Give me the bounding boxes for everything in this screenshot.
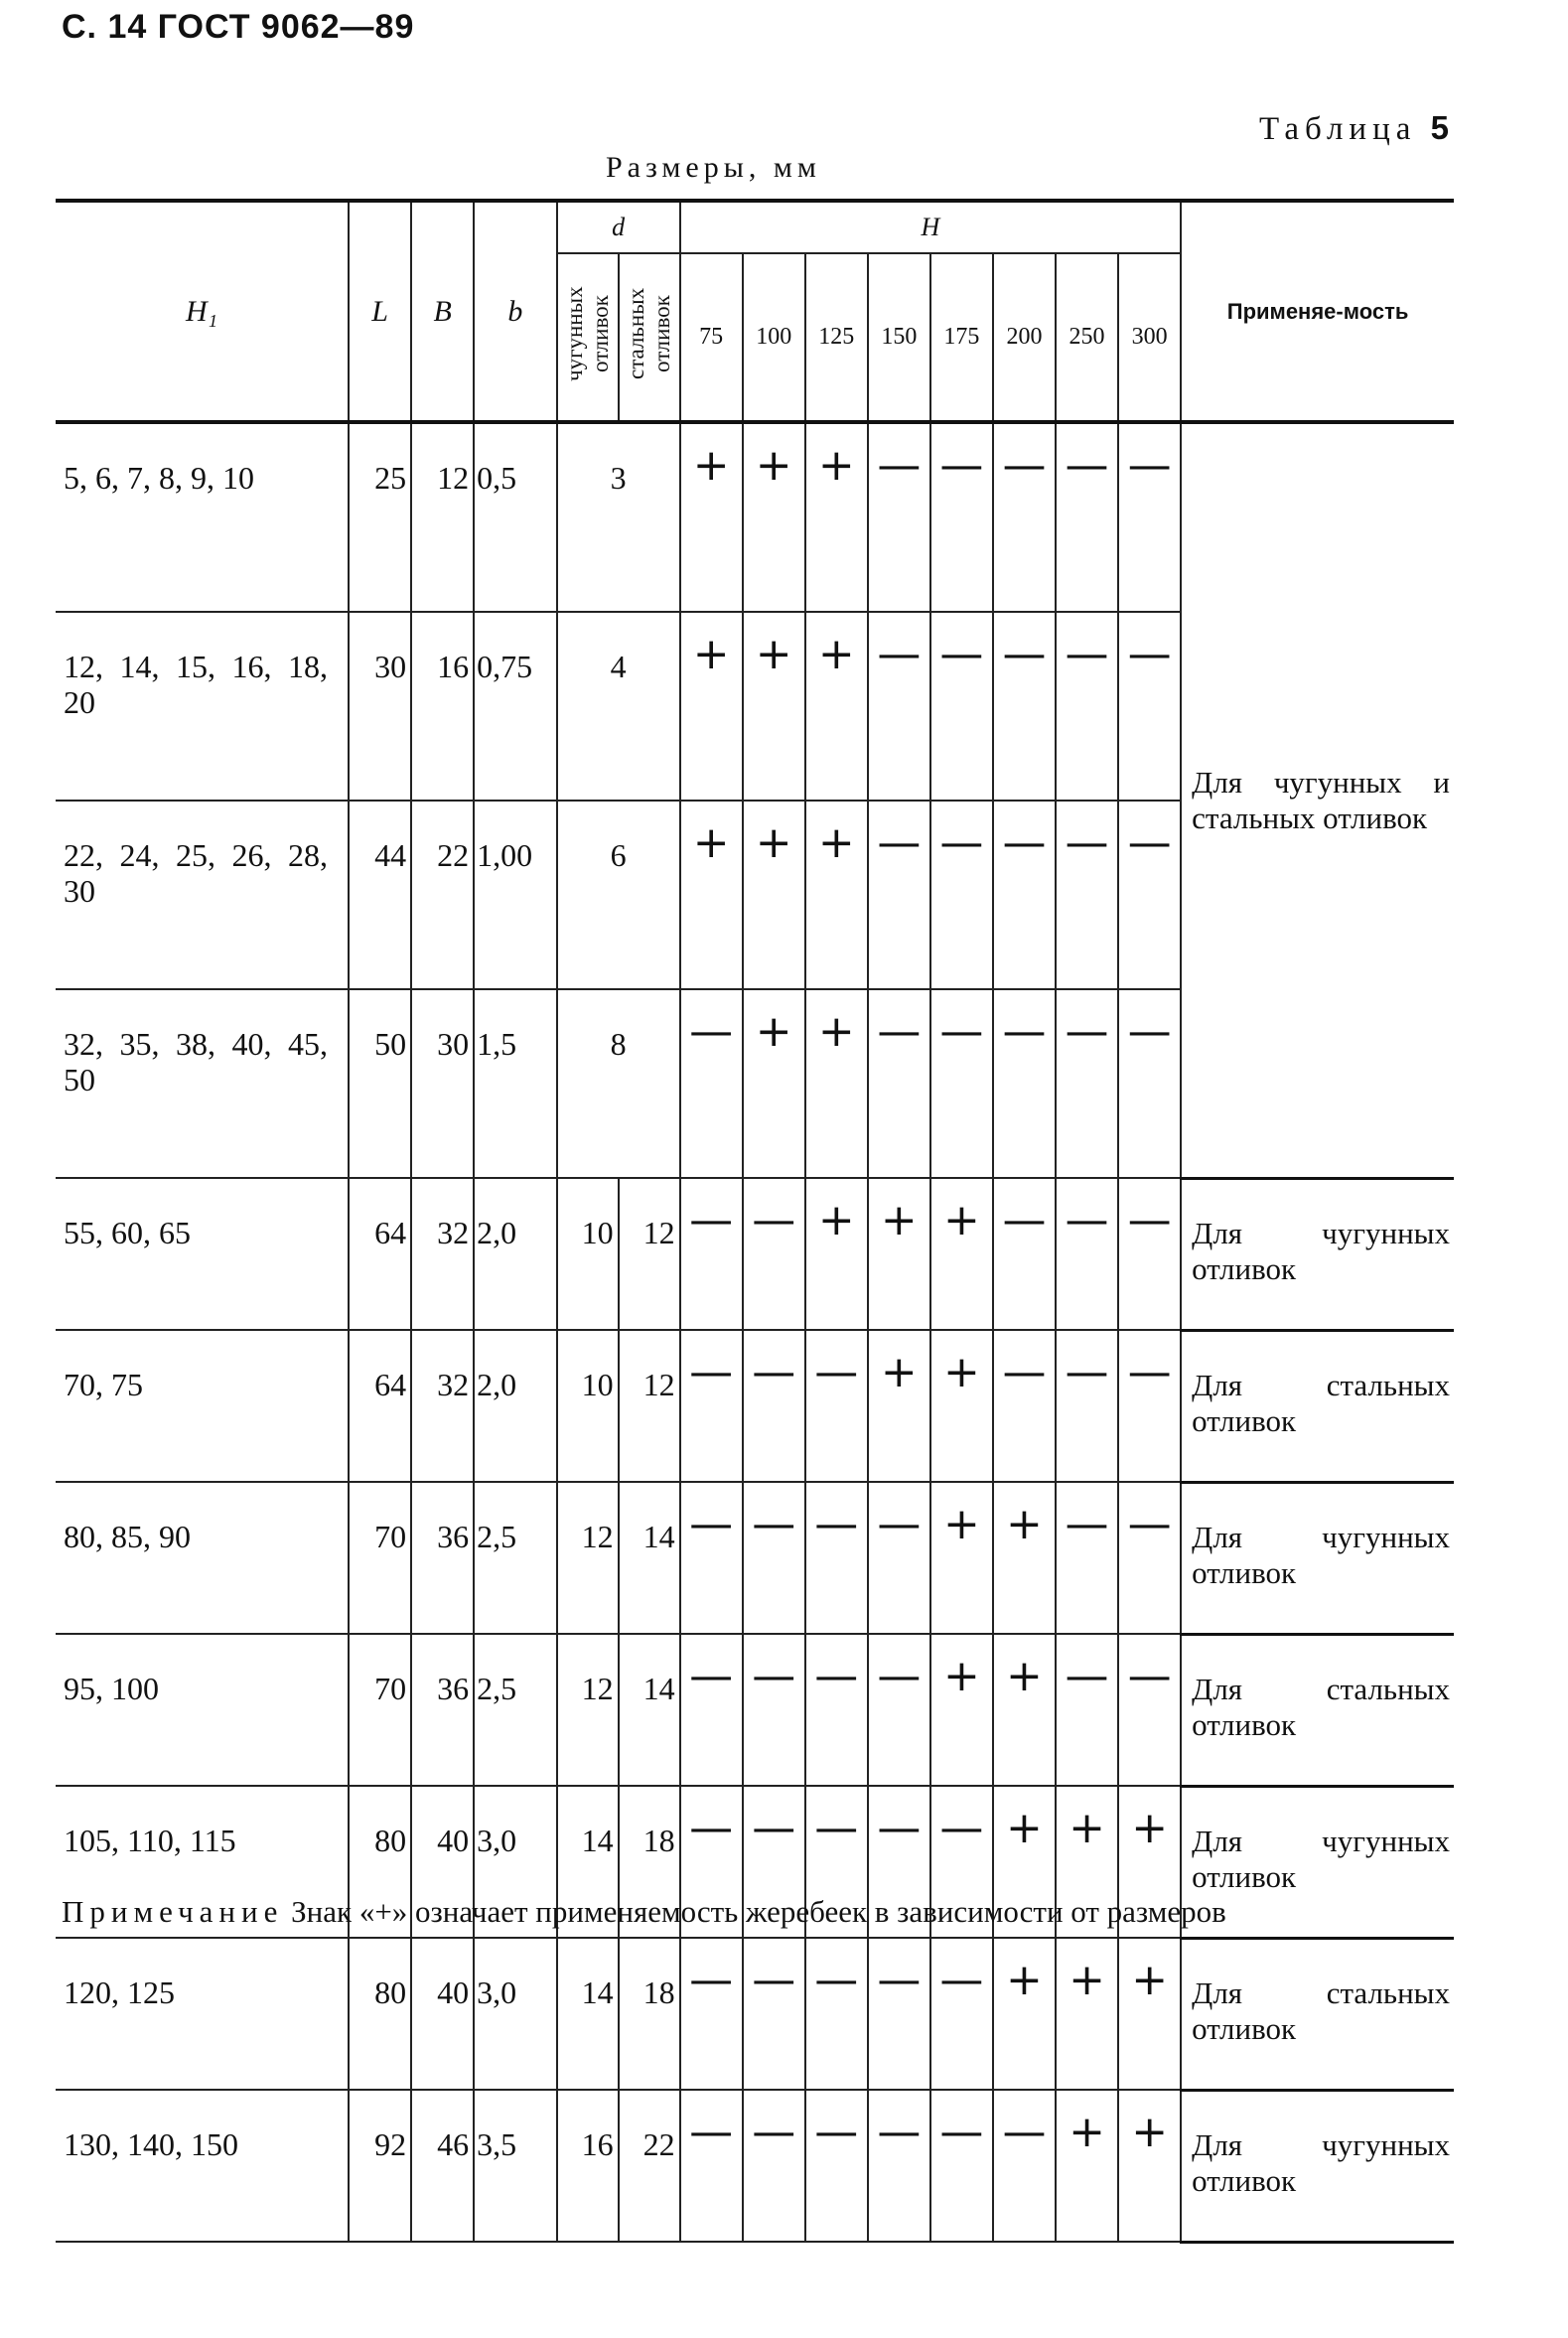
cell-h-sign: + (1056, 1938, 1118, 2090)
cell-h-sign: — (743, 2090, 805, 2242)
cell-applicability: Для чугунных отливок (1181, 1786, 1454, 1938)
note-label: Примечание (62, 1894, 284, 1929)
cell-b-lower: 3,0 (474, 1786, 556, 1938)
cell-b-upper: 32 (411, 1330, 474, 1482)
cell-h-sign: + (993, 1634, 1056, 1786)
cell-b-upper: 36 (411, 1634, 474, 1786)
col-header-d-cast-iron: чугунных отливок (557, 253, 619, 422)
cell-h-sign: — (993, 1178, 1056, 1330)
cell-h-sign: + (805, 801, 868, 989)
table-label-number: 5 (1430, 109, 1455, 146)
col-header-applicability: Применяе-мость (1181, 201, 1454, 422)
cell-b-upper: 36 (411, 1482, 474, 1634)
cell-h-sign: — (1118, 612, 1181, 801)
cell-h-sign: — (993, 801, 1056, 989)
cell-h-sign: — (868, 989, 930, 1178)
table-row (56, 1634, 1454, 1786)
cell-b-upper: 30 (411, 989, 474, 1178)
cell-h-sign: — (680, 1178, 743, 1330)
cell-h1: 5, 6, 7, 8, 9, 10 (56, 422, 349, 612)
cell-h-sign: — (680, 1938, 743, 2090)
cell-h-sign: + (680, 801, 743, 989)
cell-l: 80 (349, 1786, 411, 1938)
col-header-h-value: 100 (743, 253, 805, 422)
cell-h-sign: — (805, 1634, 868, 1786)
cell-h-sign: — (930, 2090, 993, 2242)
cell-h-sign: — (743, 1938, 805, 2090)
cell-h-sign: — (868, 612, 930, 801)
cell-h1: 32, 35, 38, 40, 45, 50 (56, 989, 349, 1178)
cell-h-sign: + (743, 801, 805, 989)
cell-b-lower: 2,0 (474, 1178, 556, 1330)
cell-b-lower: 3,5 (474, 2090, 556, 2242)
cell-h-sign: — (1118, 1634, 1181, 1786)
col-header-h-value: 150 (868, 253, 930, 422)
col-header-d-steel: стальных отливок (619, 253, 680, 422)
cell-h-sign: — (1118, 422, 1181, 612)
table-row (56, 2090, 1454, 2242)
cell-h-sign: + (805, 612, 868, 801)
cell-h-sign: — (805, 1330, 868, 1482)
cell-h-sign: — (743, 1178, 805, 1330)
col-header-h-value: 175 (930, 253, 993, 422)
cell-h1: 55, 60, 65 (56, 1178, 349, 1330)
cell-h-sign: — (868, 1938, 930, 2090)
cell-l: 70 (349, 1634, 411, 1786)
cell-applicability: Для чугунных отливок (1181, 1482, 1454, 1634)
cell-h-sign: — (993, 612, 1056, 801)
cell-b-upper: 46 (411, 2090, 474, 2242)
cell-l: 44 (349, 801, 411, 989)
cell-h-sign: — (680, 2090, 743, 2242)
col-header-h-value: 75 (680, 253, 743, 422)
cell-h-sign: — (868, 801, 930, 989)
cell-h-sign: — (680, 1786, 743, 1938)
cell-h1: 105, 110, 115 (56, 1786, 349, 1938)
cell-d-steel: 18 (619, 1938, 680, 2090)
cell-b-lower: 1,5 (474, 989, 556, 1178)
cell-h-sign: — (680, 1634, 743, 1786)
cell-b-lower: 2,5 (474, 1634, 556, 1786)
cell-h-sign: — (1056, 612, 1118, 801)
cell-l: 92 (349, 2090, 411, 2242)
cell-b-upper: 22 (411, 801, 474, 989)
cell-h1: 12, 14, 15, 16, 18, 20 (56, 612, 349, 801)
cell-h1: 95, 100 (56, 1634, 349, 1786)
cell-d-steel: 12 (619, 1330, 680, 1482)
cell-h-sign: — (805, 1938, 868, 2090)
cell-h-sign: + (680, 612, 743, 801)
cell-b-lower: 2,0 (474, 1330, 556, 1482)
cell-h-sign: — (868, 422, 930, 612)
table-label-word: Таблица (1259, 111, 1417, 147)
cell-b-upper: 40 (411, 1938, 474, 2090)
cell-h-sign: + (805, 1178, 868, 1330)
cell-h-sign: — (680, 1330, 743, 1482)
col-header-h1: H₁ (56, 201, 349, 422)
cell-h-sign: — (805, 1482, 868, 1634)
cell-h-sign: — (993, 1330, 1056, 1482)
cell-h-sign: — (993, 989, 1056, 1178)
cell-b-lower: 0,5 (474, 422, 556, 612)
cell-h-sign: — (1056, 1482, 1118, 1634)
dimensions-table (56, 199, 1454, 2244)
col-header-h-value: 300 (1118, 253, 1181, 422)
cell-h-sign: — (930, 1786, 993, 1938)
cell-h-sign: + (1118, 1786, 1181, 1938)
cell-h-sign: — (1118, 1178, 1181, 1330)
col-header-b-upper: B (411, 201, 474, 422)
cell-h-sign: + (868, 1330, 930, 1482)
cell-h-sign: — (743, 1634, 805, 1786)
sizes-caption: Размеры, мм (606, 151, 821, 184)
cell-d-steel: 12 (619, 1178, 680, 1330)
cell-d-cast-iron: 10 (557, 1178, 619, 1330)
cell-applicability: Для стальных отливок (1181, 1330, 1454, 1482)
cell-b-upper: 16 (411, 612, 474, 801)
cell-b-lower: 2,5 (474, 1482, 556, 1634)
cell-h-sign: + (930, 1482, 993, 1634)
cell-applicability: Для стальных отливок (1181, 1938, 1454, 2090)
cell-d-cast-iron: 12 (557, 1482, 619, 1634)
cell-d-cast-iron: 16 (557, 2090, 619, 2242)
cell-applicability: Для чугунных отливок (1181, 2090, 1454, 2242)
cell-h-sign: — (1056, 1178, 1118, 1330)
cell-h-sign: + (993, 1938, 1056, 2090)
cell-d-cast-iron: 10 (557, 1330, 619, 1482)
cell-applicability: Для стальных отливок (1181, 1634, 1454, 1786)
cell-h1: 130, 140, 150 (56, 2090, 349, 2242)
cell-h-sign: — (1118, 989, 1181, 1178)
cell-b-upper: 12 (411, 422, 474, 612)
cell-h-sign: + (743, 422, 805, 612)
cell-d-cast-iron: 12 (557, 1634, 619, 1786)
cell-h-sign: + (1056, 2090, 1118, 2242)
cell-b-upper: 32 (411, 1178, 474, 1330)
note-text: Знак «+» означает применяемость жеребеек в зависимости от размеров (291, 1894, 1226, 1929)
cell-h-sign: — (868, 1634, 930, 1786)
cell-b-upper: 40 (411, 1786, 474, 1938)
cell-b-lower: 0,75 (474, 612, 556, 801)
cell-h-sign: + (868, 1178, 930, 1330)
col-header-h: H (680, 201, 1182, 253)
cell-h1: 70, 75 (56, 1330, 349, 1482)
col-header-h-value: 200 (993, 253, 1056, 422)
cell-h1: 120, 125 (56, 1938, 349, 2090)
cell-h-sign: — (805, 1786, 868, 1938)
cell-h-sign: — (868, 2090, 930, 2242)
cell-l: 25 (349, 422, 411, 612)
cell-applicability: Для чугунных отливок (1181, 1178, 1454, 1330)
col-header-h-value: 250 (1056, 253, 1118, 422)
col-header-l: L (349, 201, 411, 422)
cell-h-sign: — (743, 1330, 805, 1482)
cell-h-sign: — (868, 1482, 930, 1634)
cell-h-sign: + (743, 612, 805, 801)
cell-h-sign: — (743, 1482, 805, 1634)
col-header-b-lower: b (474, 201, 556, 422)
cell-h-sign: — (1056, 989, 1118, 1178)
cell-d-cast-iron: 14 (557, 1938, 619, 2090)
cell-d: 6 (557, 801, 680, 989)
cell-h1: 22, 24, 25, 26, 28, 30 (56, 801, 349, 989)
cell-l: 30 (349, 612, 411, 801)
cell-h-sign: — (930, 612, 993, 801)
cell-h-sign: — (1056, 1330, 1118, 1482)
cell-d-cast-iron: 14 (557, 1786, 619, 1938)
table-row (56, 1178, 1454, 1330)
cell-h-sign: — (930, 1938, 993, 2090)
table-row (56, 422, 1454, 612)
cell-h-sign: + (805, 989, 868, 1178)
cell-h-sign: + (743, 989, 805, 1178)
cell-h-sign: — (743, 1786, 805, 1938)
cell-h-sign: — (930, 801, 993, 989)
cell-l: 64 (349, 1330, 411, 1482)
cell-h-sign: + (1118, 1938, 1181, 2090)
table-note (62, 1892, 1448, 1932)
cell-l: 80 (349, 1938, 411, 2090)
cell-h-sign: — (993, 422, 1056, 612)
cell-h-sign: — (1118, 1482, 1181, 1634)
cell-h-sign: — (1056, 1634, 1118, 1786)
document-header: С. 14 ГОСТ 9062—89 (62, 8, 415, 46)
table-row (56, 1938, 1454, 2090)
col-header-h-value: 125 (805, 253, 868, 422)
cell-h-sign: + (1118, 2090, 1181, 2242)
cell-d-steel: 22 (619, 2090, 680, 2242)
cell-b-lower: 1,00 (474, 801, 556, 989)
cell-h-sign: + (993, 1482, 1056, 1634)
cell-d: 8 (557, 989, 680, 1178)
cell-h-sign: — (1056, 801, 1118, 989)
cell-d-steel: 14 (619, 1634, 680, 1786)
cell-h-sign: + (930, 1634, 993, 1786)
cell-h-sign: + (930, 1330, 993, 1482)
cell-h-sign: — (993, 2090, 1056, 2242)
cell-h-sign: — (1118, 1330, 1181, 1482)
cell-h1: 80, 85, 90 (56, 1482, 349, 1634)
cell-d-steel: 14 (619, 1482, 680, 1634)
cell-d: 3 (557, 422, 680, 612)
cell-applicability: Для чугунных и стальных отливок (1181, 422, 1454, 1178)
table-row (56, 1482, 1454, 1634)
cell-h-sign: — (1056, 422, 1118, 612)
cell-h-sign: — (930, 989, 993, 1178)
cell-h-sign: + (930, 1178, 993, 1330)
cell-h-sign: + (993, 1786, 1056, 1938)
cell-h-sign: + (680, 422, 743, 612)
cell-h-sign: — (680, 1482, 743, 1634)
cell-d: 4 (557, 612, 680, 801)
col-header-d: d (557, 201, 680, 253)
table-label (1259, 109, 1455, 148)
cell-h-sign: — (930, 422, 993, 612)
cell-l: 70 (349, 1482, 411, 1634)
cell-b-lower: 3,0 (474, 1938, 556, 2090)
cell-l: 50 (349, 989, 411, 1178)
cell-h-sign: — (805, 2090, 868, 2242)
table-row (56, 1330, 1454, 1482)
cell-h-sign: — (1118, 801, 1181, 989)
cell-h-sign: — (680, 989, 743, 1178)
cell-h-sign: — (868, 1786, 930, 1938)
cell-l: 64 (349, 1178, 411, 1330)
cell-h-sign: + (805, 422, 868, 612)
cell-d-steel: 18 (619, 1786, 680, 1938)
cell-h-sign: + (1056, 1786, 1118, 1938)
